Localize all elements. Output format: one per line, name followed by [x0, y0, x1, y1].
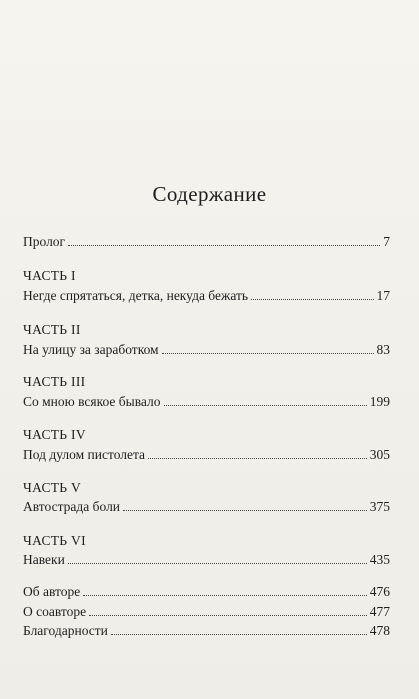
- toc-entry-about-author[interactable]: [23, 582, 390, 600]
- toc-entry-part2[interactable]: [23, 340, 390, 358]
- dot-leader: [148, 458, 367, 459]
- toc-page-number: 199: [369, 394, 390, 409]
- toc-entry-label: Благодарности: [23, 623, 108, 638]
- toc-page-number: 305: [369, 447, 390, 462]
- toc-entry-part4[interactable]: [23, 445, 390, 463]
- toc-entry-label: Со мною всякое бывало: [23, 394, 161, 409]
- toc-entry-label: Под дулом пистолета: [23, 447, 146, 462]
- toc-page-number: 7: [383, 234, 390, 249]
- toc-page-number: 435: [369, 552, 390, 567]
- part-heading-4: ЧАСТЬ IV: [23, 427, 86, 442]
- toc-page-number: 477: [369, 604, 390, 619]
- dot-leader: [68, 245, 380, 246]
- dot-leader: [83, 595, 367, 596]
- dot-leader: [89, 615, 367, 616]
- dot-leader: [162, 353, 374, 354]
- toc-page-number: 375: [369, 499, 390, 514]
- toc-entry-part1[interactable]: [23, 286, 390, 304]
- dot-leader: [111, 634, 367, 635]
- toc-entry-label: О соавторе: [23, 604, 87, 619]
- toc-entry-label: На улицу за заработком: [23, 342, 159, 357]
- part-heading-3: ЧАСТЬ III: [23, 374, 86, 389]
- toc-entry-label: Автострада боли: [23, 499, 121, 514]
- dot-leader: [164, 405, 367, 406]
- part-heading-2: ЧАСТЬ II: [23, 322, 81, 337]
- toc-entry-thanks[interactable]: [23, 621, 390, 639]
- toc-entry-prologue[interactable]: [23, 232, 390, 250]
- toc-page-number: 83: [376, 342, 390, 357]
- part-heading-6: ЧАСТЬ VI: [23, 533, 86, 548]
- toc-entry-label: Навеки: [23, 552, 65, 567]
- toc-entry-part5[interactable]: [23, 497, 390, 515]
- dot-leader: [251, 299, 373, 300]
- toc-entry-label: Пролог: [23, 234, 66, 249]
- toc-page-number: 476: [369, 584, 390, 599]
- toc-page-number: 17: [376, 288, 390, 303]
- toc-entry-label: Об авторе: [23, 584, 81, 599]
- part-heading-1: ЧАСТЬ I: [23, 268, 76, 283]
- dot-leader: [123, 510, 367, 511]
- toc-entry-part6[interactable]: [23, 550, 390, 568]
- part-heading-5: ЧАСТЬ V: [23, 480, 82, 495]
- toc-entry-label: Негде спрятаться, детка, некуда бежать: [23, 288, 249, 303]
- toc-entry-about-coauthor[interactable]: [23, 602, 390, 620]
- toc-page-number: 478: [369, 623, 390, 638]
- toc-entry-part3[interactable]: [23, 392, 390, 410]
- dot-leader: [68, 563, 367, 564]
- page-title: Содержание: [152, 182, 267, 206]
